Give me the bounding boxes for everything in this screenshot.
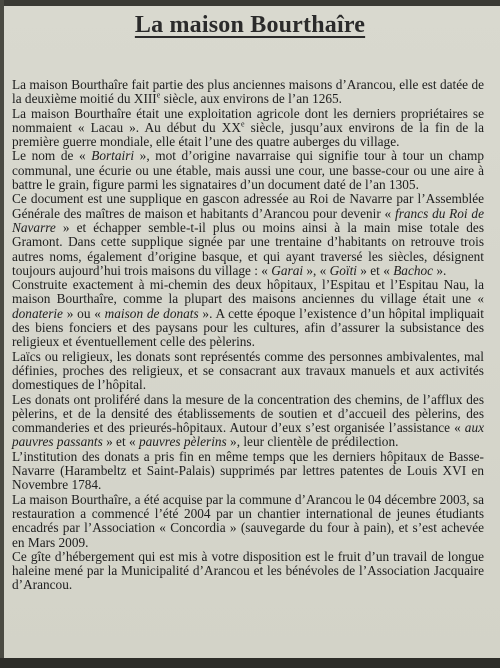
italic-text: Garai: [271, 262, 304, 278]
italic-text: donaterie: [12, 305, 63, 321]
text-run: Le nom de «: [12, 148, 92, 164]
text-run: Construite exactement à mi-chemin des deux hôpitaux, l’Espitau et l’Espitau Nau, la maison Bourthaîre, comme la plupart des maisons anciennes du village était une «: [12, 277, 484, 307]
paragraph: [12, 550, 484, 593]
page-title: La maison Bourthaîre: [134, 12, 366, 38]
text-run: Laïcs ou religieux, les donats sont représentés comme des personnes ambivalentes, mal définies, proches des religieux, et se consacrant aux travaux manuels et aux activités domestiques de l’hôpital.: [12, 348, 484, 393]
text-run: Ce document est une supplique en gascon adressée au Roi de Navarre par l’Assemblée Générale des maîtres de maison et habitants d’Arancou pour devenir «: [12, 191, 484, 221]
text-run: siècle, aux environs de l’an 1265.: [160, 91, 342, 107]
board-frame-top: [0, 0, 500, 6]
paragraph: [12, 393, 484, 450]
paragraph: [12, 149, 484, 192]
text-run: ». A cette époque l’existence d’un hôpital impliquait des biens fonciers et des paysans pour les cultures, afin d’assurer la subsistance des religieux et éventuellement celle des pèlerins.: [12, 305, 485, 350]
text-run: Ce gîte d’hébergement qui est mis à votre disposition est le fruit d’un travail de longue haleine mené par la Municipalité d’Arancou et les bénévoles de l’Association Jacquaire d’Arancou.: [12, 548, 484, 593]
text-run: La maison Bourthaîre était une exploitation agricole dont les derniers propriétaires se nommaient « Lacau ». Au début du XX: [12, 105, 484, 135]
superscript: e: [156, 90, 161, 100]
text-run: », mot d’origine navarraise qui signifie tour à tour un champ communal, une écurie ou une étable, mais aussi une cour, une basse-cour ou une aire à battre le grain, figure parmi les signataires d’un document daté de l’an 1305.: [12, 148, 484, 193]
text-run: L’institution des donats a pris fin en même temps que les derniers hôpitaux de Basse-Navarre (Harambeltz et Saint-Palais) supprimés par lettres patentes de Louis XVI en Novembre 1784.: [12, 448, 484, 493]
text-run: » et «: [356, 262, 394, 278]
board-frame-left: [0, 0, 4, 668]
italic-text: Goïti: [329, 262, 357, 278]
superscript: e: [240, 119, 245, 129]
text-run: » et «: [102, 434, 139, 450]
italic-text: Bachoc: [393, 262, 434, 278]
history-text: [12, 78, 484, 593]
text-run: ».: [433, 262, 447, 278]
text-run: » ou «: [62, 305, 105, 321]
italic-text: aux pauvres passants: [12, 420, 484, 450]
text-run: », leur clientèle de prédilection.: [226, 434, 399, 450]
text-run: », «: [303, 262, 330, 278]
board-frame-bottom: [0, 658, 500, 668]
italic-text: Bortairi: [91, 148, 135, 164]
paragraph: [12, 107, 484, 150]
italic-text: francs du Roi de Navarre: [12, 205, 484, 235]
paragraph: [12, 493, 484, 550]
text-run: » et échapper semble-t-il plus ou moins ainsi à la main mise totale des Gramont. Dans cette supplique signée par une trentaine d’habitants on retrouve trois autres noms, également d’origine basque, et qui ayant traversé les siècles, désignent toujours aujourd’hui trois maisons du village : «: [12, 219, 484, 278]
text-run: La maison Bourthaîre, a été acquise par la commune d’Arancou le 04 décembre 2003, sa restauration a commencé l’été 2004 par un chantier international de jeunes étudiants encadrés par l’Association « Concordia » (sauvegarde du four à pain), et s’est achevée en Mars 2009.: [12, 491, 484, 550]
paragraph: [12, 350, 484, 393]
italic-text: pauvres pèlerins: [138, 434, 227, 450]
text-run: Les donats ont proliféré dans la mesure de la concentration des chemins, de l’afflux des pèlerins, et de la densité des établissements de soutien et d’accueil des pèlerins, des commanderies et des prieurés-hôpitaux. Autour d’eux s’est organisée l’assistance «: [12, 391, 484, 436]
paragraph: [12, 278, 484, 349]
text-run: La maison Bourthaîre fait partie des plus anciennes maisons d’Arancou, elle est datée de la deuxième moitié du XIII: [12, 77, 484, 107]
paragraph: [12, 78, 484, 107]
italic-text: maison de donats: [104, 305, 199, 321]
paragraph: [12, 450, 484, 493]
text-run: siècle, jusqu’aux environs de la fin de la première guerre mondiale, elle était l’une des quatre auberges du village.: [12, 119, 484, 150]
paragraph: [12, 192, 484, 278]
